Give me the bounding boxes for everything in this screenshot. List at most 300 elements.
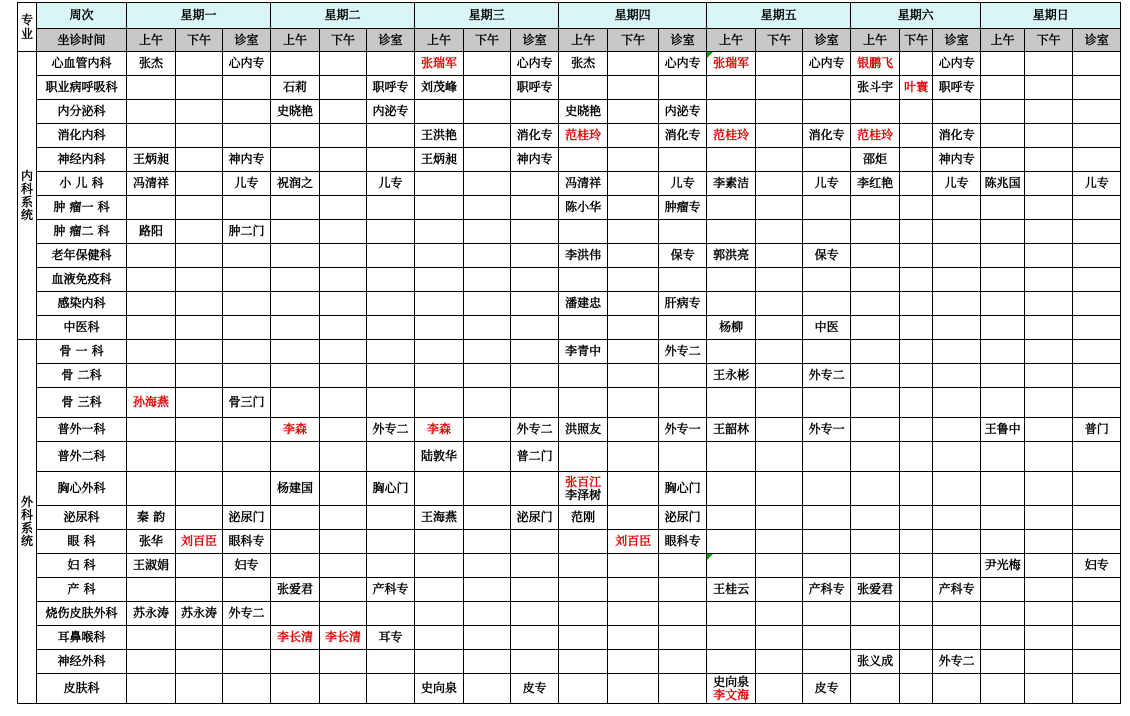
doctor-cell [464, 340, 511, 364]
room-cell [659, 148, 707, 172]
doctor-cell [900, 124, 933, 148]
doctor-cell [127, 292, 176, 316]
doctor-cell [464, 316, 511, 340]
doctor-cell [900, 172, 933, 196]
doctor-cell [707, 148, 756, 172]
doctor-cell [608, 148, 659, 172]
doctor-cell: 王鲁中 [981, 418, 1025, 442]
room-cell [803, 340, 851, 364]
doctor-cell [900, 364, 933, 388]
doctor-cell [608, 554, 659, 578]
room-cell: 胸心门 [659, 472, 707, 506]
room-cell: 消化专 [659, 124, 707, 148]
system-char: 系 [20, 520, 33, 535]
table-row [18, 340, 1121, 364]
doctor-cell [464, 530, 511, 554]
doctor-cell [608, 244, 659, 268]
doctor-cell [1025, 442, 1073, 472]
table-row [18, 100, 1121, 124]
doctor-cell [981, 506, 1025, 530]
table-row [18, 316, 1121, 340]
slot-header: 诊室 [367, 29, 415, 52]
room-cell [223, 76, 271, 100]
doctor-cell [415, 316, 464, 340]
week-label: 周次 [37, 3, 127, 29]
room-cell [803, 530, 851, 554]
doctor-cell [756, 364, 803, 388]
room-cell [659, 388, 707, 418]
doctor-cell [1025, 340, 1073, 364]
room-cell [223, 316, 271, 340]
day-header: 星期五 [707, 3, 851, 29]
doctor-cell [559, 626, 608, 650]
room-cell: 肝病专 [659, 292, 707, 316]
room-cell [803, 442, 851, 472]
room-cell [511, 340, 559, 364]
doctor-cell [756, 442, 803, 472]
room-cell: 神内专 [223, 148, 271, 172]
doctor-cell [320, 196, 367, 220]
doctor-cell [900, 626, 933, 650]
doctor-cell [851, 530, 900, 554]
room-cell [1073, 626, 1121, 650]
doctor-cell [608, 626, 659, 650]
doctor-cell: 路阳 [127, 220, 176, 244]
doctor-cell [271, 602, 320, 626]
table-row [18, 268, 1121, 292]
room-cell [1073, 388, 1121, 418]
doctor-name: 张百江 [565, 474, 602, 489]
table-row [18, 650, 1121, 674]
doctor-cell [608, 196, 659, 220]
room-cell: 儿专 [223, 172, 271, 196]
department-name: 妇 科 [37, 554, 127, 578]
doctor-cell [320, 52, 367, 76]
doctor-cell: 李长清 [271, 626, 320, 650]
doctor-cell [176, 340, 223, 364]
doctor-cell [271, 148, 320, 172]
table-row [18, 196, 1121, 220]
room-cell [803, 268, 851, 292]
system-label [18, 52, 37, 340]
doctor-cell [127, 364, 176, 388]
room-cell [659, 220, 707, 244]
doctor-cell [756, 268, 803, 292]
doctor-cell [1025, 196, 1073, 220]
doctor-cell [707, 292, 756, 316]
room-cell [511, 100, 559, 124]
doctor-cell [900, 220, 933, 244]
doctor-cell: 史向泉 [415, 674, 464, 704]
doctor-cell [1025, 52, 1073, 76]
room-cell [511, 316, 559, 340]
doctor-cell [271, 220, 320, 244]
doctor-cell: 范桂玲 [851, 124, 900, 148]
doctor-cell: 范桂玲 [559, 124, 608, 148]
doctor-cell [271, 442, 320, 472]
doctor-cell [608, 418, 659, 442]
doctor-cell [320, 578, 367, 602]
room-cell [367, 650, 415, 674]
room-cell [511, 388, 559, 418]
table-row [18, 506, 1121, 530]
room-cell: 内泌专 [659, 100, 707, 124]
room-cell [1073, 506, 1121, 530]
doctor-cell [127, 472, 176, 506]
department-name: 胸心外科 [37, 472, 127, 506]
day-header: 星期一 [127, 3, 271, 29]
slot-header: 上午 [127, 29, 176, 52]
room-cell: 儿专 [1073, 172, 1121, 196]
doctor-cell [900, 674, 933, 704]
department-name: 骨 二科 [37, 364, 127, 388]
room-cell: 妇专 [1073, 554, 1121, 578]
doctor-cell [608, 674, 659, 704]
room-cell [803, 650, 851, 674]
doctor-cell [176, 442, 223, 472]
doctor-cell [981, 196, 1025, 220]
room-cell: 眼科专 [659, 530, 707, 554]
department-name: 职业病呼吸科 [37, 76, 127, 100]
doctor-cell [608, 364, 659, 388]
doctor-cell [176, 650, 223, 674]
doctor-cell [756, 52, 803, 76]
room-cell [223, 268, 271, 292]
doctor-cell [608, 220, 659, 244]
doctor-cell [756, 472, 803, 506]
doctor-cell [1025, 530, 1073, 554]
doctor-cell [464, 674, 511, 704]
doctor-cell [415, 626, 464, 650]
room-cell [367, 442, 415, 472]
room-cell [367, 388, 415, 418]
doctor-cell [756, 650, 803, 674]
system-char: 科 [20, 181, 33, 196]
doctor-cell [271, 554, 320, 578]
room-cell: 儿专 [367, 172, 415, 196]
doctor-cell [900, 506, 933, 530]
doctor-cell [415, 554, 464, 578]
room-cell [803, 292, 851, 316]
room-cell [933, 100, 981, 124]
room-cell [933, 268, 981, 292]
doctor-cell [271, 52, 320, 76]
table-row [18, 530, 1121, 554]
doctor-cell [707, 506, 756, 530]
doctor-cell [1025, 650, 1073, 674]
room-cell: 皮专 [803, 674, 851, 704]
doctor-cell [608, 316, 659, 340]
day-header: 星期四 [559, 3, 707, 29]
doctor-cell [851, 602, 900, 626]
room-cell: 耳专 [367, 626, 415, 650]
doctor-cell: 刘茂峰 [415, 76, 464, 100]
doctor-cell [176, 268, 223, 292]
doctor-cell [756, 530, 803, 554]
table-row [18, 554, 1121, 578]
day-header: 星期三 [415, 3, 559, 29]
room-cell [511, 172, 559, 196]
doctor-cell [464, 52, 511, 76]
room-cell [223, 196, 271, 220]
doctor-cell [320, 172, 367, 196]
room-cell [659, 554, 707, 578]
doctor-cell [756, 506, 803, 530]
doctor-cell [176, 220, 223, 244]
room-cell [803, 472, 851, 506]
doctor-cell [608, 124, 659, 148]
doctor-cell [608, 472, 659, 506]
room-cell [803, 626, 851, 650]
doctor-cell [851, 506, 900, 530]
table-row [18, 578, 1121, 602]
department-name: 泌尿科 [37, 506, 127, 530]
table-row [18, 602, 1121, 626]
doctor-cell [271, 506, 320, 530]
doctor-cell [1025, 100, 1073, 124]
doctor-cell [851, 674, 900, 704]
doctor-cell: 陆敦华 [415, 442, 464, 472]
doctor-cell [320, 148, 367, 172]
room-cell [803, 196, 851, 220]
doctor-cell [415, 364, 464, 388]
doctor-cell [464, 442, 511, 472]
room-cell [1073, 244, 1121, 268]
doctor-cell [320, 76, 367, 100]
doctor-cell [981, 388, 1025, 418]
doctor-cell [900, 292, 933, 316]
doctor-cell [707, 340, 756, 364]
department-name: 眼 科 [37, 530, 127, 554]
table-row [18, 442, 1121, 472]
doctor-cell [608, 388, 659, 418]
room-cell [223, 340, 271, 364]
doctor-cell [900, 52, 933, 76]
doctor-cell [127, 268, 176, 292]
doctor-cell [271, 316, 320, 340]
doctor-cell [608, 578, 659, 602]
doctor-cell [900, 388, 933, 418]
table-row [18, 220, 1121, 244]
room-cell [367, 602, 415, 626]
room-cell: 泌尿门 [659, 506, 707, 530]
doctor-cell [756, 100, 803, 124]
doctor-cell [176, 578, 223, 602]
doctor-cell [176, 292, 223, 316]
doctor-cell [320, 530, 367, 554]
room-cell [367, 674, 415, 704]
doctor-cell [415, 100, 464, 124]
doctor-cell [900, 340, 933, 364]
doctor-cell [271, 244, 320, 268]
room-cell: 职呼专 [511, 76, 559, 100]
doctor-cell [464, 124, 511, 148]
room-cell: 中医 [803, 316, 851, 340]
doctor-cell [271, 674, 320, 704]
table-row [18, 124, 1121, 148]
doctor-cell [1025, 124, 1073, 148]
doctor-cell [320, 100, 367, 124]
room-cell: 外专二 [223, 602, 271, 626]
department-name: 血液免疫科 [37, 268, 127, 292]
doctor-cell [756, 388, 803, 418]
doctor-cell [176, 172, 223, 196]
doctor-cell [851, 268, 900, 292]
doctor-cell [464, 268, 511, 292]
doctor-cell [851, 292, 900, 316]
room-cell [511, 578, 559, 602]
doctor-cell: 邵炬 [851, 148, 900, 172]
doctor-cell: 郭洪亮 [707, 244, 756, 268]
room-cell: 泌尿门 [511, 506, 559, 530]
doctor-cell [320, 340, 367, 364]
table-row [18, 148, 1121, 172]
doctor-cell [981, 578, 1025, 602]
doctor-cell [756, 316, 803, 340]
doctor-cell [851, 316, 900, 340]
department-name: 心血管内科 [37, 52, 127, 76]
room-cell [659, 364, 707, 388]
room-cell [1073, 674, 1121, 704]
doctor-cell [320, 442, 367, 472]
doctor-cell [1025, 626, 1073, 650]
room-cell [803, 602, 851, 626]
room-cell [511, 364, 559, 388]
doctor-cell [981, 316, 1025, 340]
doctor-cell [608, 506, 659, 530]
doctor-cell [981, 364, 1025, 388]
doctor-cell [900, 196, 933, 220]
doctor-cell [127, 626, 176, 650]
room-cell [367, 340, 415, 364]
room-cell [1073, 148, 1121, 172]
department-name: 骨 三科 [37, 388, 127, 418]
doctor-cell: 张杰 [559, 52, 608, 76]
room-cell [511, 292, 559, 316]
room-cell [367, 364, 415, 388]
doctor-cell [559, 650, 608, 674]
room-cell [933, 292, 981, 316]
doctor-cell [981, 626, 1025, 650]
doctor-cell [1025, 364, 1073, 388]
doctor-cell [176, 124, 223, 148]
doctor-cell: 冯清祥 [559, 172, 608, 196]
room-cell: 心内专 [933, 52, 981, 76]
doctor-cell [981, 530, 1025, 554]
doctor-cell [756, 602, 803, 626]
doctor-cell [851, 388, 900, 418]
doctor-cell [851, 626, 900, 650]
table-row [18, 76, 1121, 100]
doctor-cell [1025, 554, 1073, 578]
department-name: 消化内科 [37, 124, 127, 148]
system-char: 内 [20, 168, 33, 183]
room-cell: 神内专 [511, 148, 559, 172]
doctor-cell [320, 316, 367, 340]
doctor-cell [608, 442, 659, 472]
room-cell [511, 196, 559, 220]
slot-header: 下午 [1025, 29, 1073, 52]
room-cell [511, 530, 559, 554]
doctor-cell: 洪照友 [559, 418, 608, 442]
doctor-cell [320, 650, 367, 674]
doctor-cell [900, 148, 933, 172]
room-cell [1073, 124, 1121, 148]
doctor-cell [756, 244, 803, 268]
room-cell [803, 388, 851, 418]
room-cell [223, 578, 271, 602]
slot-header: 下午 [756, 29, 803, 52]
room-cell [511, 244, 559, 268]
room-cell [367, 244, 415, 268]
room-cell [367, 554, 415, 578]
department-name: 老年保健科 [37, 244, 127, 268]
doctor-cell: 李素洁 [707, 172, 756, 196]
room-cell [933, 626, 981, 650]
doctor-cell [464, 602, 511, 626]
room-cell [367, 196, 415, 220]
room-cell: 外专二 [933, 650, 981, 674]
doctor-cell [415, 220, 464, 244]
room-cell: 儿专 [659, 172, 707, 196]
room-cell [1073, 316, 1121, 340]
slot-header: 诊室 [803, 29, 851, 52]
doctor-cell [981, 472, 1025, 506]
doctor-cell [271, 530, 320, 554]
doctor-cell [320, 554, 367, 578]
room-cell [511, 554, 559, 578]
doctor-cell: 银鹏飞 [851, 52, 900, 76]
room-cell [223, 364, 271, 388]
department-name: 中医科 [37, 316, 127, 340]
doctor-cell [559, 148, 608, 172]
doctor-cell [176, 148, 223, 172]
table-row [18, 172, 1121, 196]
room-cell [1073, 364, 1121, 388]
doctor-cell [127, 100, 176, 124]
doctor-cell [756, 340, 803, 364]
doctor-cell: 石莉 [271, 76, 320, 100]
doctor-cell: 祝润之 [271, 172, 320, 196]
room-cell [511, 268, 559, 292]
doctor-cell: 范桂玲 [707, 124, 756, 148]
doctor-cell [559, 578, 608, 602]
doctor-cell [176, 506, 223, 530]
doctor-cell [981, 52, 1025, 76]
doctor-cell [415, 340, 464, 364]
doctor-cell [176, 674, 223, 704]
doctor-cell [981, 674, 1025, 704]
doctor-cell [981, 124, 1025, 148]
doctor-cell [464, 578, 511, 602]
doctor-cell [851, 196, 900, 220]
time-label: 坐诊时间 [37, 29, 127, 52]
doctor-cell [981, 148, 1025, 172]
doctor-cell: 陈兆国 [981, 172, 1025, 196]
table-row [18, 244, 1121, 268]
doctor-cell: 王韶林 [707, 418, 756, 442]
doctor-cell [981, 650, 1025, 674]
room-cell [933, 506, 981, 530]
doctor-cell [464, 388, 511, 418]
doctor-name: 史向泉 [713, 674, 750, 689]
doctor-cell [464, 100, 511, 124]
doctor-cell [756, 124, 803, 148]
room-cell [659, 626, 707, 650]
system-char: 外 [20, 494, 33, 509]
doctor-cell [900, 602, 933, 626]
department-name: 骨 一 科 [37, 340, 127, 364]
